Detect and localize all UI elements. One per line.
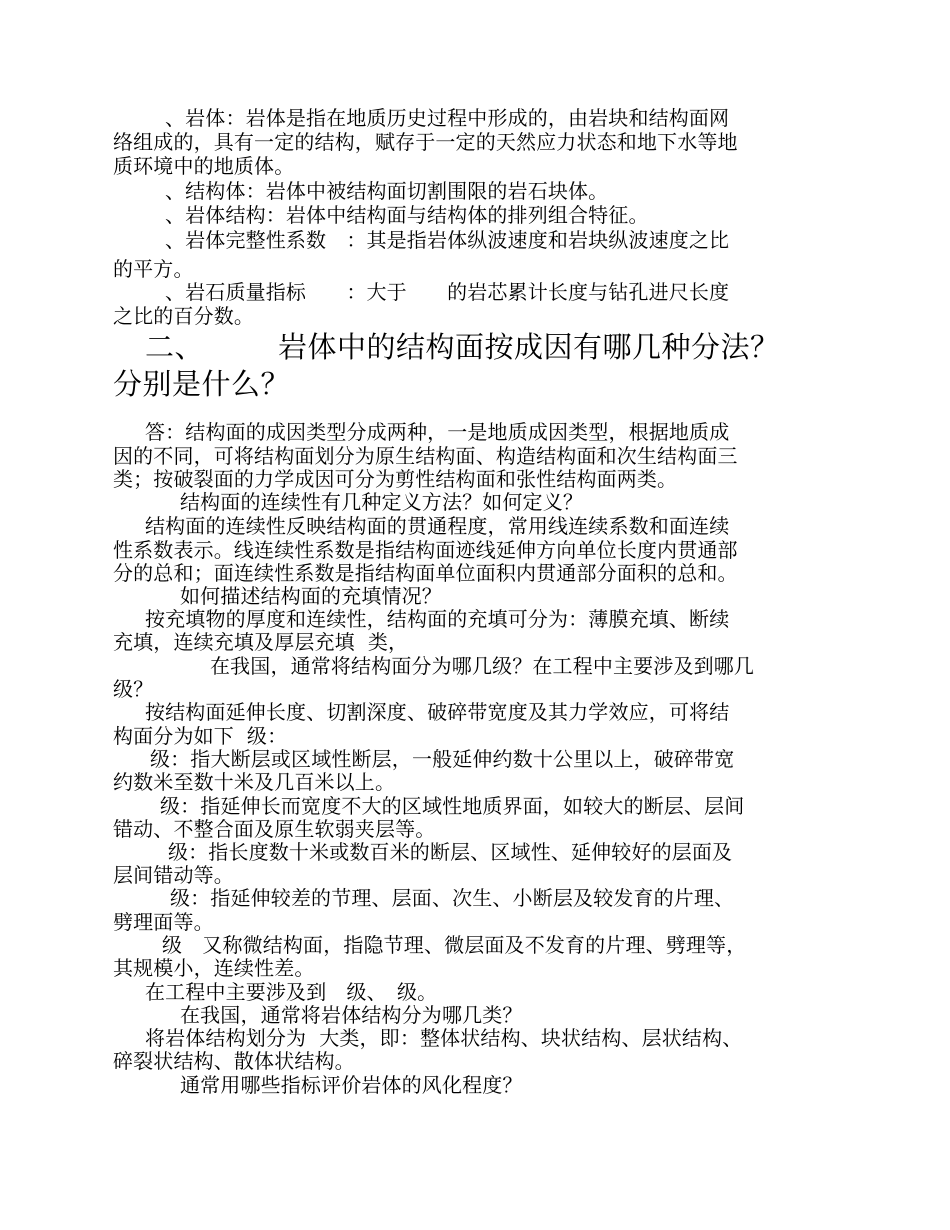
filling-answer-line-2: 充填，连续充填及厚层充填 类，	[113, 630, 409, 654]
section-two-heading-line-2: 分别是什么？	[113, 367, 291, 401]
grade-4-line-1: 级：指延伸较差的节理、层面、次生、小断层及较发育的片理、	[170, 886, 735, 910]
genesis-answer-line-3: 类；按破裂面的力学成因可分为剪性结构面和张性结构面两类。	[113, 467, 678, 491]
structural-body-definition: 、结构体：岩体中被结构面切割围限的岩石块体。	[165, 179, 609, 203]
grade-5-line-2: 其规模小，连续性差。	[113, 956, 315, 980]
rock-mass-structure-definition: 、岩体结构：岩体中结构面与结构体的排列组合特征。	[165, 203, 649, 227]
integrity-coefficient-line-1: 、岩体完整性系数 ：其是指岩体纵波速度和岩块纵波速度之比	[165, 228, 730, 252]
rock-mass-definition-line-1: 、岩体：岩体是指在地质历史过程中形成的，由岩块和结构面网	[165, 106, 730, 130]
grade-5-line-1: 级 又称微结构面，指隐节理、微层面及不发育的片理、劈理等，	[162, 933, 747, 957]
genesis-answer-line-1: 答：结构面的成因类型分成两种，一是地质成因类型，根据地质成	[145, 420, 730, 444]
structure-answer-line-1: 将岩体结构划分为 大类，即：整体状结构、块状结构、层状结构、	[145, 1026, 743, 1050]
continuity-answer-line-2: 性系数表示。线连续性系数是指结构面迹线延伸方向单位长度内贯通部	[113, 538, 738, 562]
grade-question-line-1: 在我国，通常将结构面分为哪几级？在工程中主要涉及到哪几	[210, 654, 755, 678]
grade-1-line-2: 约数米至数十米及几百米以上。	[113, 770, 396, 794]
rock-mass-definition-line-3: 质环境中的地质体。	[113, 154, 295, 178]
continuity-question: 结构面的连续性有几种定义方法？如何定义？	[180, 490, 583, 514]
continuity-answer-line-1: 结构面的连续性反映结构面的贯通程度，常用线连续系数和面连续	[145, 514, 730, 538]
filling-answer-line-1: 按充填物的厚度和连续性，结构面的充填可分为：薄膜充填、断续	[145, 607, 730, 631]
rqd-definition-line-2: 之比的百分数。	[113, 304, 255, 328]
grade-answer-line-1: 按结构面延伸长度、切割深度、破碎带宽度及其力学效应，可将结	[145, 700, 730, 724]
continuity-answer-line-3: 分的总和；面连续性系数是指结构面单位面积内贯通部分面积的总和。	[113, 561, 738, 585]
genesis-answer-line-2: 因的不同，可将结构面划分为原生结构面、构造结构面和次生结构面三	[113, 444, 738, 468]
rock-mass-definition-line-2: 络组成的，具有一定的结构，赋存于一定的天然应力状态和地下水等地	[113, 130, 738, 154]
grade-3-line-2: 层间错动等。	[113, 863, 234, 887]
filling-question: 如何描述结构面的充填情况？	[180, 584, 442, 608]
integrity-coefficient-line-2: 的平方。	[113, 257, 194, 281]
structure-answer-line-2: 碎裂状结构、散体状结构。	[113, 1049, 355, 1073]
grade-1-line-1: 级：指大断层或区域性断层，一般延伸约数十公里以上，破碎带宽	[150, 747, 735, 771]
structure-question: 在我国，通常将岩体结构分为哪几类？	[180, 1003, 523, 1027]
section-two-heading-line-1: 二、 岩体中的结构面按成因有哪几种分法？	[145, 330, 780, 364]
grade-answer-line-2: 构面分为如下 级：	[113, 724, 288, 748]
rqd-definition-line-1: 、岩石质量指标 ：大于 的岩芯累计长度与钻孔进尺长度	[165, 280, 730, 304]
engineering-grades: 在工程中主要涉及到 级、 级。	[145, 980, 438, 1004]
weathering-question: 通常用哪些指标评价岩体的风化程度？	[180, 1073, 523, 1097]
grade-2-line-1: 级：指延伸长而宽度不大的区域性地质界面，如较大的断层、层间	[160, 794, 745, 818]
grade-2-line-2: 错动、不整合面及原生软弱夹层等。	[113, 817, 436, 841]
grade-3-line-1: 级：指长度数十米或数百米的断层、区域性、延伸较好的层面及	[168, 840, 733, 864]
grade-4-line-2: 劈理面等。	[113, 910, 214, 934]
grade-question-line-2: 级？	[113, 677, 154, 701]
